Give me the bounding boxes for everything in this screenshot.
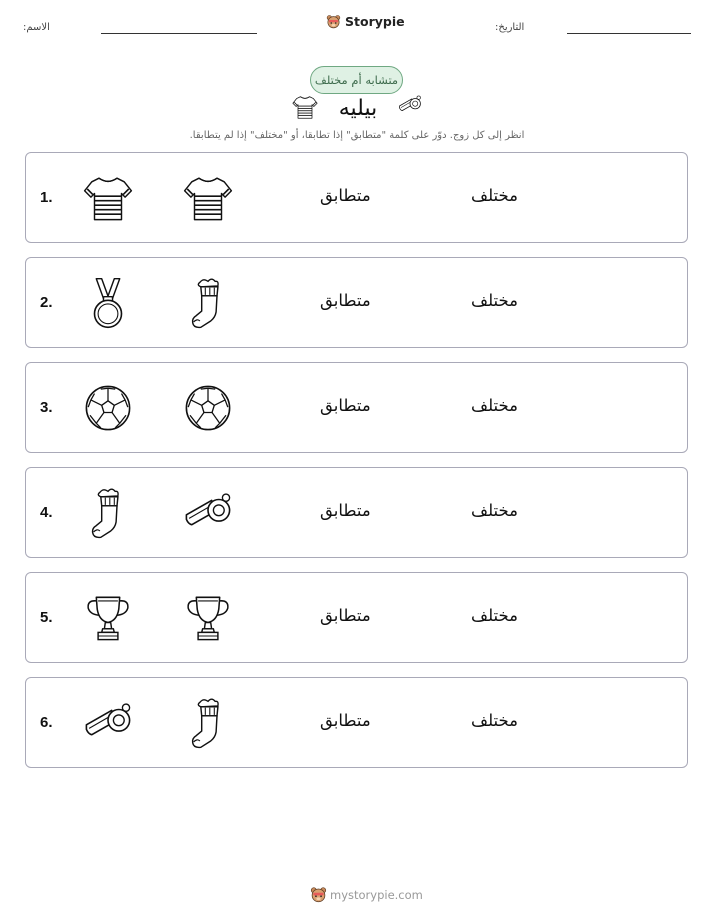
row-number: 1.: [40, 189, 53, 206]
sock-icon: [181, 694, 235, 752]
topic-pill: متشابه أم مختلف: [310, 66, 403, 94]
date-label: التاريخ:: [495, 22, 525, 33]
name-label: الاسم:: [23, 22, 50, 33]
name-line[interactable]: [101, 33, 257, 34]
pair-row: [25, 257, 688, 348]
different-option[interactable]: مختلف: [471, 606, 519, 625]
footer-url[interactable]: mystorypie.com: [330, 887, 423, 902]
different-option[interactable]: مختلف: [471, 711, 519, 730]
striped-shirt-icon: [181, 169, 235, 227]
row-number: 2.: [40, 294, 53, 311]
page-title: بيليه: [338, 96, 378, 121]
soccer-ball-icon: [81, 379, 135, 437]
sock-icon: [181, 274, 235, 332]
different-option[interactable]: مختلف: [471, 396, 519, 415]
pair-row: [25, 677, 688, 768]
trophy-icon: [181, 589, 235, 647]
match-option[interactable]: متطابق: [320, 291, 371, 310]
row-number: 5.: [40, 609, 53, 626]
match-option[interactable]: متطابق: [320, 186, 371, 205]
match-option[interactable]: متطابق: [320, 711, 371, 730]
different-option[interactable]: مختلف: [471, 501, 519, 520]
storypie-logo: [326, 13, 405, 30]
row-number: 6.: [40, 714, 53, 731]
whistle-icon: [395, 92, 425, 118]
match-option[interactable]: متطابق: [320, 396, 371, 415]
brand-name: Storypie: [345, 14, 405, 29]
date-line[interactable]: [567, 33, 691, 34]
bear-icon: [310, 885, 327, 904]
match-option[interactable]: متطابق: [320, 606, 371, 625]
different-option[interactable]: مختلف: [471, 291, 519, 310]
pair-row: [25, 362, 688, 453]
pair-row: [25, 152, 688, 243]
bear-icon: [326, 13, 341, 30]
trophy-icon: [81, 589, 135, 647]
pair-row: [25, 572, 688, 663]
row-number: 4.: [40, 504, 53, 521]
whistle-icon: [181, 484, 235, 542]
different-option[interactable]: مختلف: [471, 186, 519, 205]
footer: [310, 885, 423, 904]
pair-row: [25, 467, 688, 558]
whistle-icon: [81, 694, 135, 752]
soccer-ball-icon: [181, 379, 235, 437]
sock-icon: [81, 484, 135, 542]
striped-shirt-icon: [81, 169, 135, 227]
instructions: انظر إلى كل زوج. دوّر على كلمة "متطابق" إذا تطابقا، أو "مختلف" إذا لم يتطابقا.: [189, 130, 525, 141]
match-option[interactable]: متطابق: [320, 501, 371, 520]
medal-icon: [81, 274, 135, 332]
row-number: 3.: [40, 399, 53, 416]
striped-shirt-icon: [290, 93, 320, 121]
